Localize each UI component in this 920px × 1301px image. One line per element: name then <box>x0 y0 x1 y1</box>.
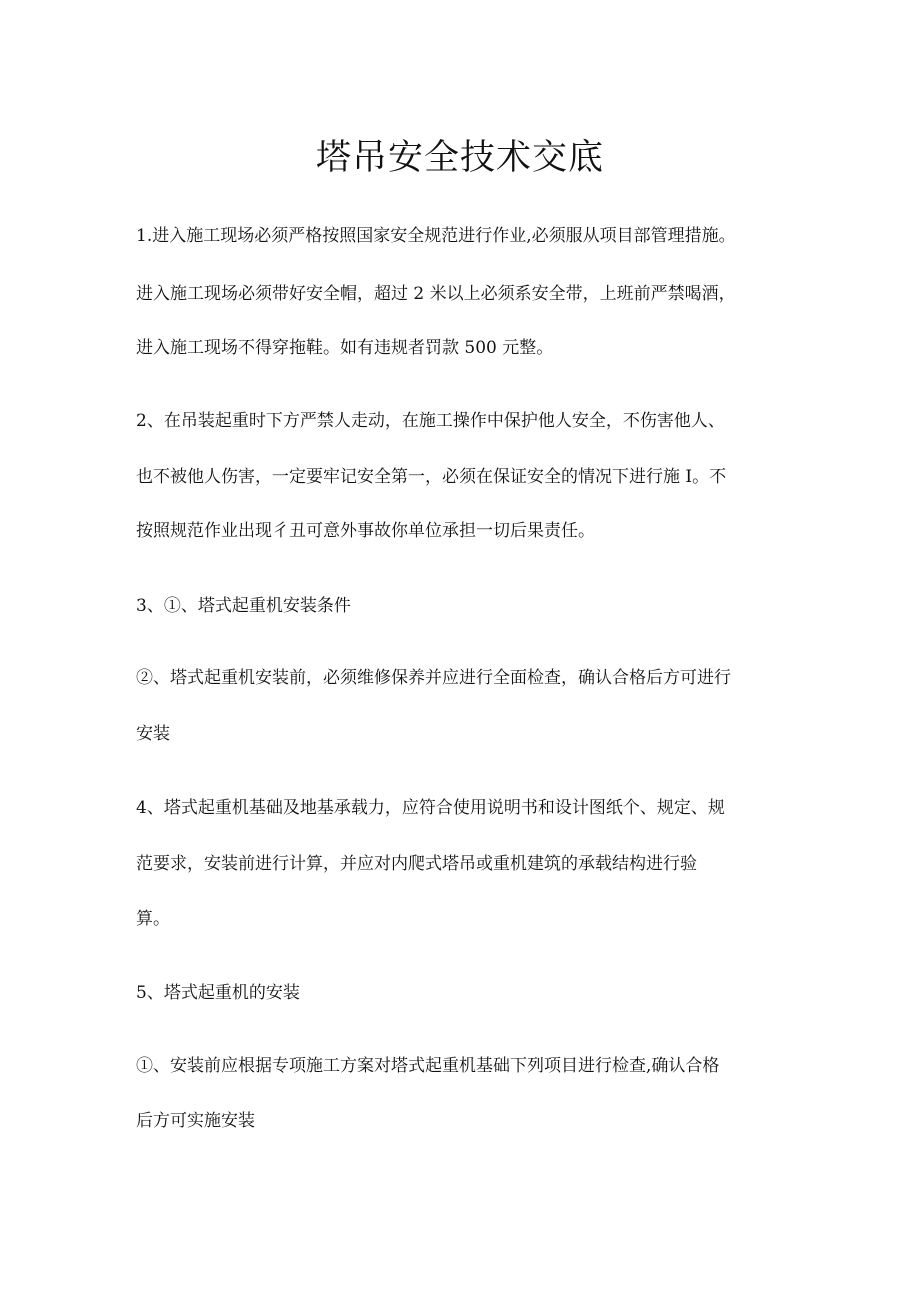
paragraph-2-line-1: 2、在吊装起重时下方严禁人走动，在施工操作中保护他人安全，不伤害他人、 <box>136 411 725 431</box>
paragraph-7-line-1: ①、安装前应根据专项施工方案对塔式起重机基础下列项目进行检查,确认合格 <box>136 1056 720 1076</box>
paragraph-2-line-3: 按照规范作业出现彳丑可意外事故你单位承担一切后果责任。 <box>136 521 595 541</box>
paragraph-5-line-3: 算。 <box>136 909 170 929</box>
paragraph-1-line-1: 1.进入施工现场必须严格按照国家安全规范进行作业,必须服从项目部管理措施。 <box>136 226 736 246</box>
paragraph-6-line-1: 5、塔式起重机的安装 <box>136 983 300 1003</box>
paragraph-5-line-1: 4、塔式起重机基础及地基承载力，应符合使用说明书和设计图纸个、规定、规 <box>136 798 725 818</box>
paragraph-3-line-1: 3、①、塔式起重机安装条件 <box>136 596 351 616</box>
paragraph-1-line-3: 进入施工现场不得穿拖鞋。如有违规者罚款 500 元整。 <box>136 338 554 358</box>
paragraph-5-line-2: 范要求，安装前进行计算，并应对内爬式塔吊或重机建筑的承载结构进行验 <box>136 854 697 874</box>
paragraph-4-line-1: ②、塔式起重机安装前，必须维修保养并应进行全面检查，确认合格后方可进行 <box>136 668 731 688</box>
paragraph-4-line-2: 安装 <box>136 724 170 744</box>
document-title: 塔吊安全技术交底 <box>315 138 604 178</box>
paragraph-2-line-2: 也不被他人伤害，一定要牢记安全第一，必须在保证安全的情况下进行施 I。不 <box>136 467 727 487</box>
paragraph-1-line-2: 进入施工现场必须带好安全帽，超过 2 米以上必须系安全带，上班前严禁喝酒， <box>136 284 736 304</box>
paragraph-7-line-2: 后方可实施安装 <box>136 1111 255 1131</box>
